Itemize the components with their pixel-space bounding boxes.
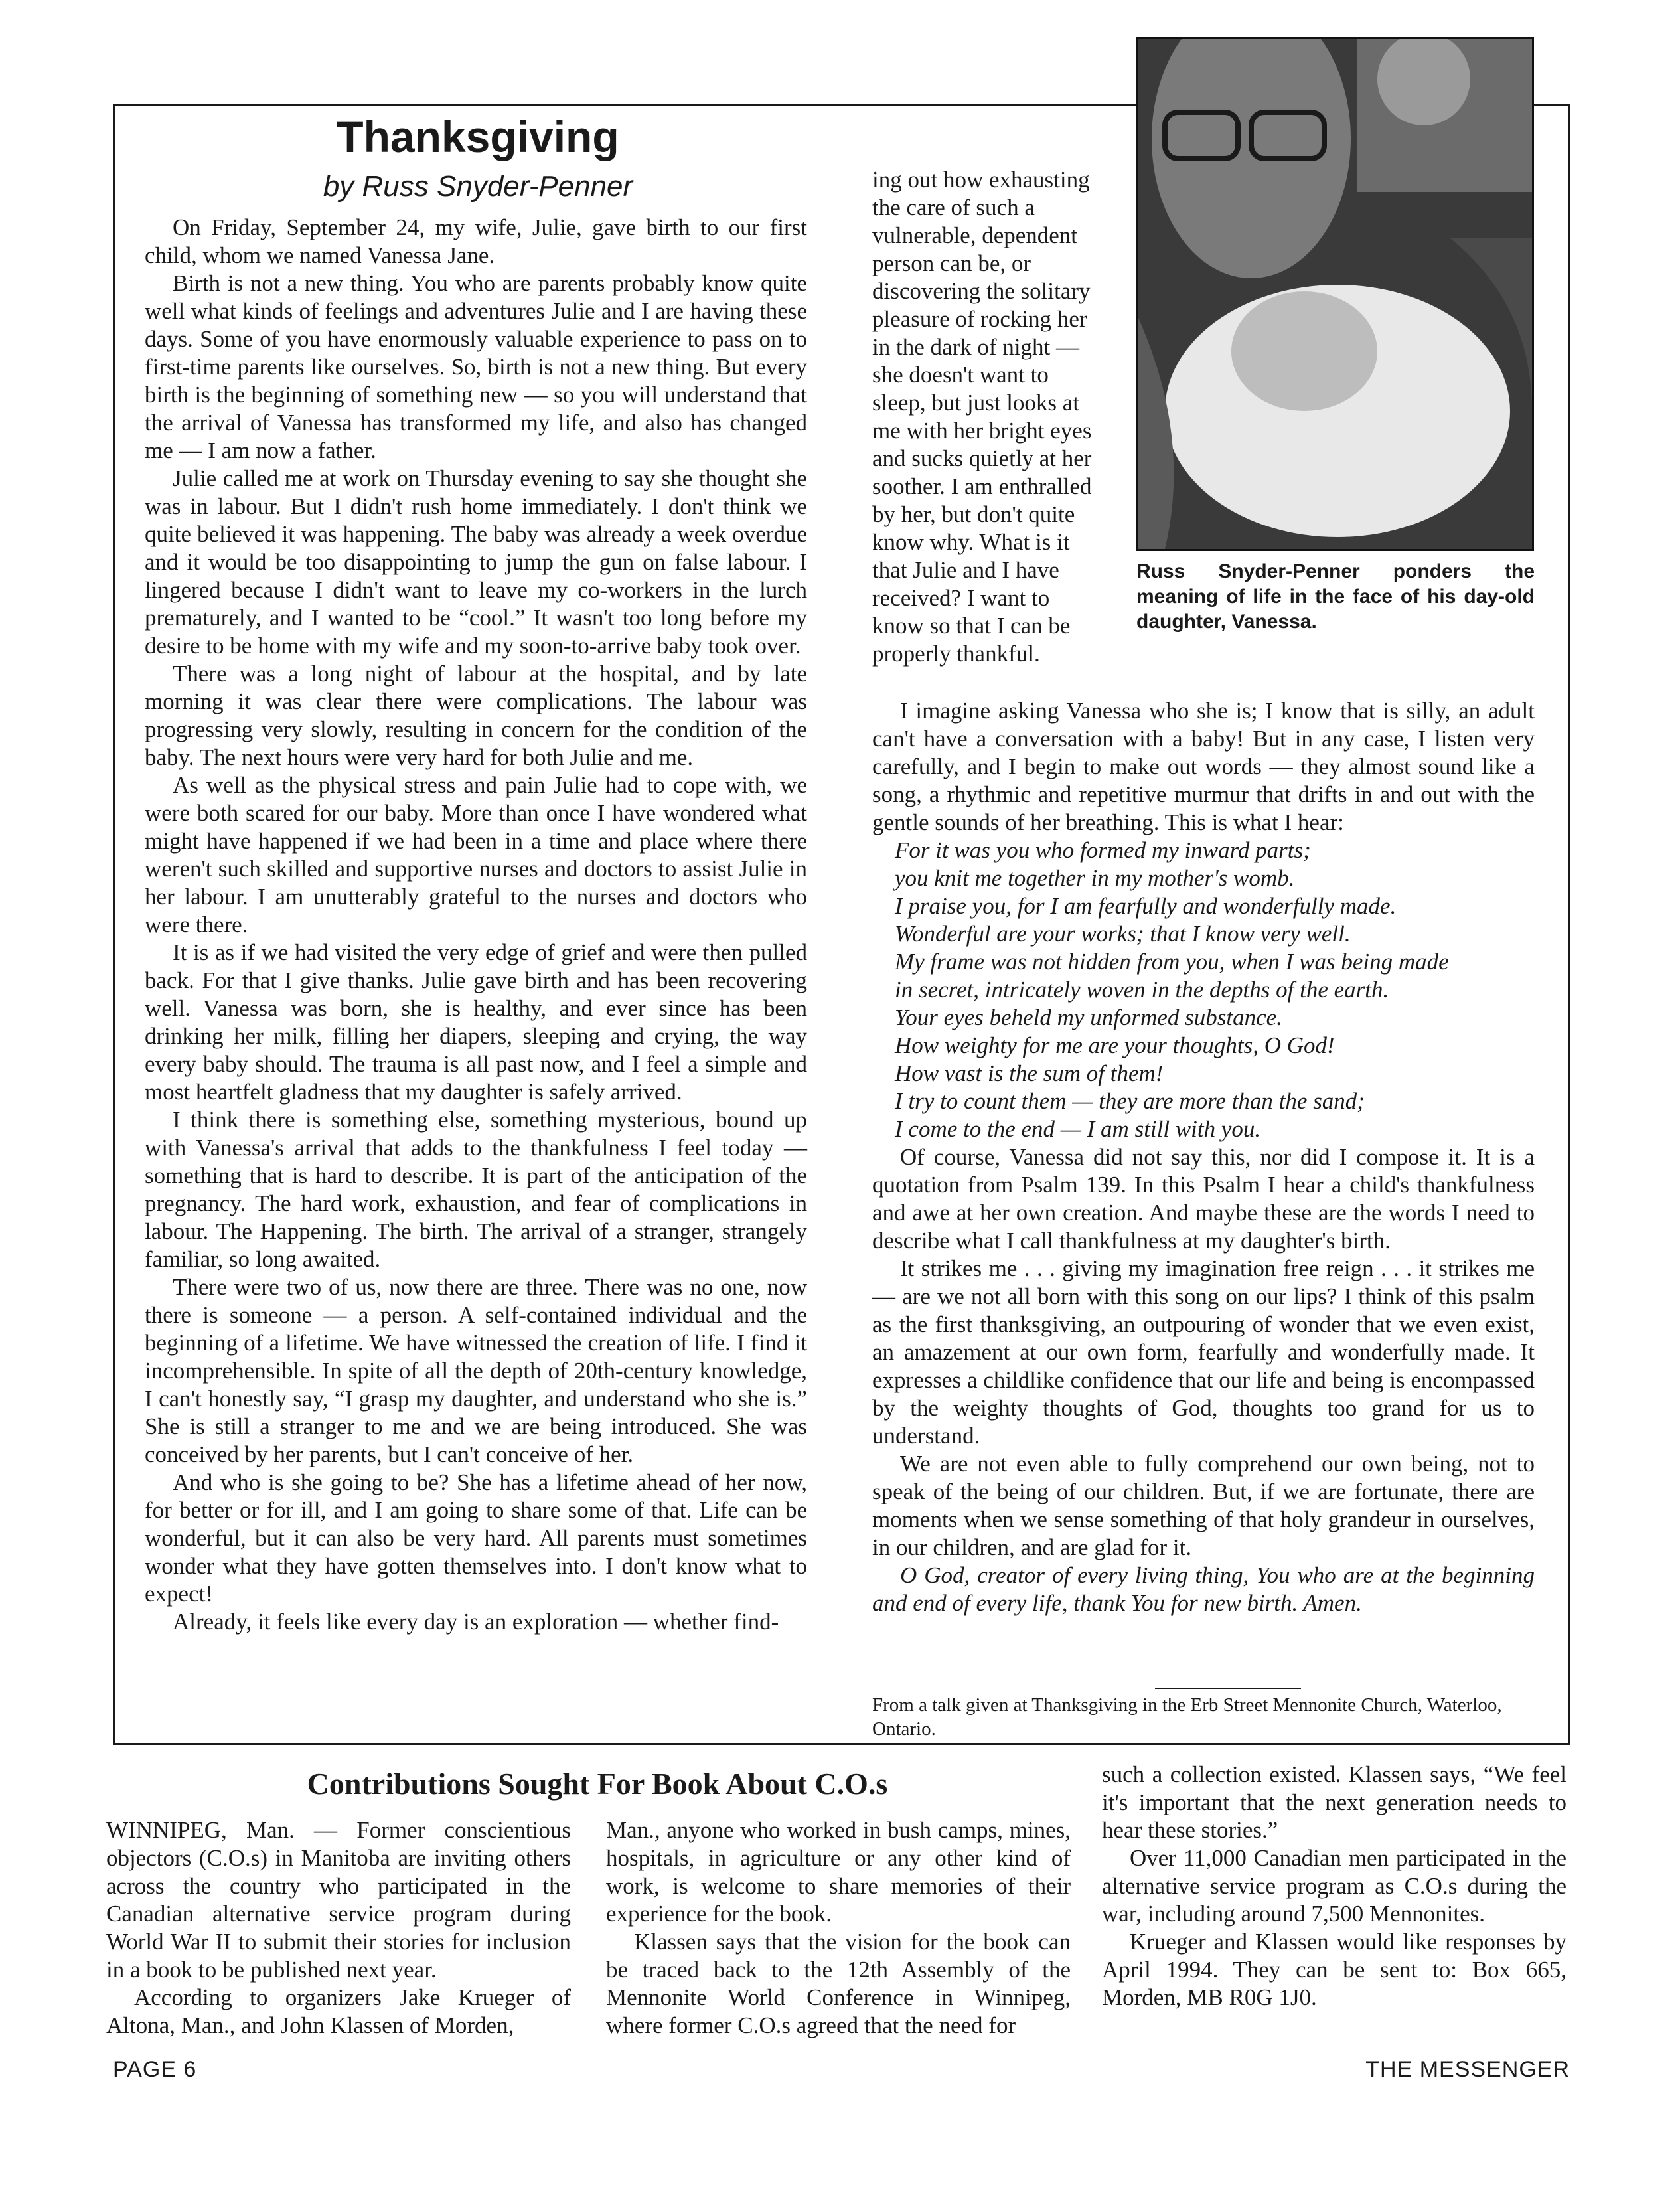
paragraph: There was a long night of labour at the hospital, and by late morning it was clear there were complications. The labour was progressing very slowly, resulting in concern for the condition of the baby. The next hours were very hard for both Julie and me.	[145, 661, 807, 770]
paragraph: Birth is not a new thing. You who are parents probably know quite well what kinds of feelings and adventures Julie and I are having these days. Some of you have enormously valuable experience to pass on to first-time parents like ourselves. So, birth is not a new thing. But every birth is the beginning of something new — so you will understand that the arrival of Vanessa has transformed my life, and also has changed me — I am now a father.	[145, 270, 807, 463]
poem-line: Wonderful are your works; that I know very well.	[895, 921, 1351, 947]
closing-prayer: O God, creator of every living thing, You who are at the beginning and end of every life, thank You for new birth. Amen.	[872, 1562, 1535, 1616]
paragraph: It is as if we had visited the very edge of grief and were then pulled back. For that I give thanks. Julie gave birth and has been recovering well. Vanessa was born, she is healthy, and ever since has been drinking her milk, filling her diapers, sleeping and crying, the way every baby should. The trauma is all past now, and I feel a simple and most heartfelt gladness that my daughter is safely arrived.	[145, 939, 807, 1105]
poem-line: How vast is the sum of them!	[895, 1060, 1164, 1086]
paragraph: On Friday, September 24, my wife, Julie, gave birth to our first child, whom we named Vanessa Jane.	[145, 214, 807, 268]
photo-illustration	[1138, 39, 1532, 549]
story2-headline: Contributions Sought For Book About C.O.s	[307, 1767, 888, 1801]
footnote-rule	[1155, 1688, 1301, 1689]
paragraph: Of course, Vanessa did not say this, nor did I compose it. It is a quotation from Psalm 139. In this Psalm I hear a child's thankfulness and awe at her own creation. And maybe these are the words I need to describe what I call thankfulness at my daughter's birth.	[872, 1144, 1535, 1254]
page-number: PAGE 6	[113, 2057, 197, 2082]
paragraph: Already, it feels like every day is an exploration — whether find-	[173, 1609, 779, 1635]
poem-line: How weighty for me are your thoughts, O God!	[895, 1032, 1335, 1058]
poem-line: I try to count them — they are more than the sand;	[895, 1088, 1365, 1114]
paragraph: We are not even able to fully comprehend our own being, not to speak of the being of our children. But, if we are fortunate, there are moments when we sense something of that holy grandeur in ourselves, in our children, and are glad for it.	[872, 1451, 1535, 1560]
paragraph: As well as the physical stress and pain Julie had to cope with, we were both scared for our baby. More than once I have wondered what might have happened if we had been in a time and place where there weren't such skilled and supportive nurses and doctors to assist Julie in her labour. I am unutterably grateful to the nurses and doctors who were there.	[145, 772, 807, 937]
paragraph: Krueger and Klassen would like responses by April 1994. They can be sent to: Box 665, Morden, MB R0G 1J0.	[1102, 1929, 1566, 2010]
publication-name: THE MESSENGER	[1365, 2057, 1570, 2082]
poem-line: you knit me together in my mother's womb.	[895, 865, 1295, 891]
poem-line: For it was you who formed my inward parts;	[895, 837, 1311, 863]
article-column-2-top	[872, 166, 1106, 668]
article-column-1	[145, 214, 807, 1636]
paragraph: I imagine asking Vanessa who she is; I know that is silly, an adult can't have a conversation with a baby! But in any case, I listen very carefully, and I begin to make out words — they almost sound like a song, a rhythmic and repetitive murmur that drifts in and out with the gentle sounds of her breathing. This is what I hear:	[872, 698, 1535, 835]
story2-column-3	[1102, 1761, 1566, 2012]
article-title: Thanksgiving	[337, 112, 619, 161]
poem-line: Your eyes beheld my unformed substance.	[895, 1005, 1282, 1030]
paragraph: Klassen says that the vision for the book can be traced back to the 12th Assembly of the Mennonite World Conference in Winnipeg, where former C.O.s agreed that the need for	[606, 1929, 1071, 2038]
story2-column-2	[606, 1817, 1071, 2040]
paragraph: It strikes me . . . giving my imagination free reign . . . it strikes me — are we not all born with this song on our lips? I think of this psalm as the first thanksgiving, an outpouring of wonder that we even exist, an amazement at our own form, fearfully and wonderfully made. It expresses a childlike confidence that our life and being is encompassed by the weighty thoughts of God, thoughts too grand for us to understand.	[872, 1255, 1535, 1449]
poem-line: I come to the end — I am still with you.	[895, 1116, 1261, 1142]
father-and-baby-photo	[1136, 37, 1534, 551]
photo-caption: Russ Snyder-Penner ponders the meaning of life in the face of his day-old daughter, Vanessa.	[1136, 560, 1535, 633]
paragraph: WINNIPEG, Man. — Former conscientious objectors (C.O.s) in Manitoba are inviting others across the country who participated in the Canadian alternative service program during World War II to submit their stories for inclusion in a book to be published next year.	[106, 1817, 571, 1983]
article-column-2-bottom	[872, 697, 1535, 1617]
paragraph: such a collection existed. Klassen says, “We feel it's important that the next generation needs to hear these stories.”	[1102, 1761, 1566, 1843]
paragraph: I think there is something else, something mysterious, bound up with Vanessa's arrival that adds to the thankfulness I feel today — something that is hard to describe. It is part of the anticipation of the pregnancy. The hard work, exhaustion, and fear of complications in labour. The Happening. The birth. The arrival of a stranger, strangely familiar, so long awaited.	[145, 1107, 807, 1272]
paragraph: And who is she going to be? She has a lifetime ahead of her now, for better or for ill, and I am going to share some of that. Life can be wonderful, but it can also be very hard. All parents must sometimes wonder what they have gotten themselves into. I don't know what to expect!	[145, 1469, 807, 1607]
story2-column-1	[106, 1817, 571, 2040]
paragraph: According to organizers Jake Krueger of Altona, Man., and John Klassen of Morden,	[106, 1984, 571, 2038]
article-byline: by Russ Snyder-Penner	[323, 170, 633, 202]
article-footnote: From a talk given at Thanksgiving in the Erb Street Mennonite Church, Waterloo, Ontario.	[872, 1694, 1502, 1740]
paragraph: ing out how exhausting the care of such a vulnerable, dependent person can be, or discovering the solitary pleasure of rocking her in the dark of night — she doesn't want to sleep, but just looks at me with her bright eyes and sucks quietly at her soother. I am enthralled by her, but don't quite know why. What is it that Julie and I have received? I want to know so that I can be properly thankful.	[872, 167, 1092, 667]
paragraph: There were two of us, now there are three. There was no one, now there is someone — a person. A self-contained individual and the beginning of a lifetime. We have witnessed the creation of life. I find it incomprehensible. In spite of all the depth of 20th-century knowledge, I can't honestly say, “I grasp my daughter, and understand who she is.” She is still a stranger to me and we are being introduced. She was conceived by her parents, but I can't conceive of her.	[145, 1274, 807, 1467]
paragraph: Man., anyone who worked in bush camps, mines, hospitals, in agriculture or any other kind of work, is welcome to share memories of their experience for the book.	[606, 1817, 1071, 1927]
poem-line: I praise you, for I am fearfully and wonderfully made.	[895, 893, 1397, 919]
poem-line: My frame was not hidden from you, when I was being made	[895, 949, 1449, 975]
poem-line: in secret, intricately woven in the depths of the earth.	[895, 977, 1389, 1003]
psalm-quotation	[895, 837, 1535, 1143]
paragraph: Over 11,000 Canadian men participated in the alternative service program as C.O.s during the war, including around 7,500 Mennonites.	[1102, 1845, 1566, 1927]
paragraph: Julie called me at work on Thursday evening to say she thought she was in labour. But I didn't rush home immediately. I don't think we quite believed it was happening. The baby was already a week overdue and it would be too disappointing to jump the gun on false labour. I lingered because I didn't want to leave my co-workers in the lurch prematurely, and I wanted to be “cool.” It wasn't too long before my desire to be home with my wife and my soon-to-arrive baby took over.	[145, 465, 807, 659]
